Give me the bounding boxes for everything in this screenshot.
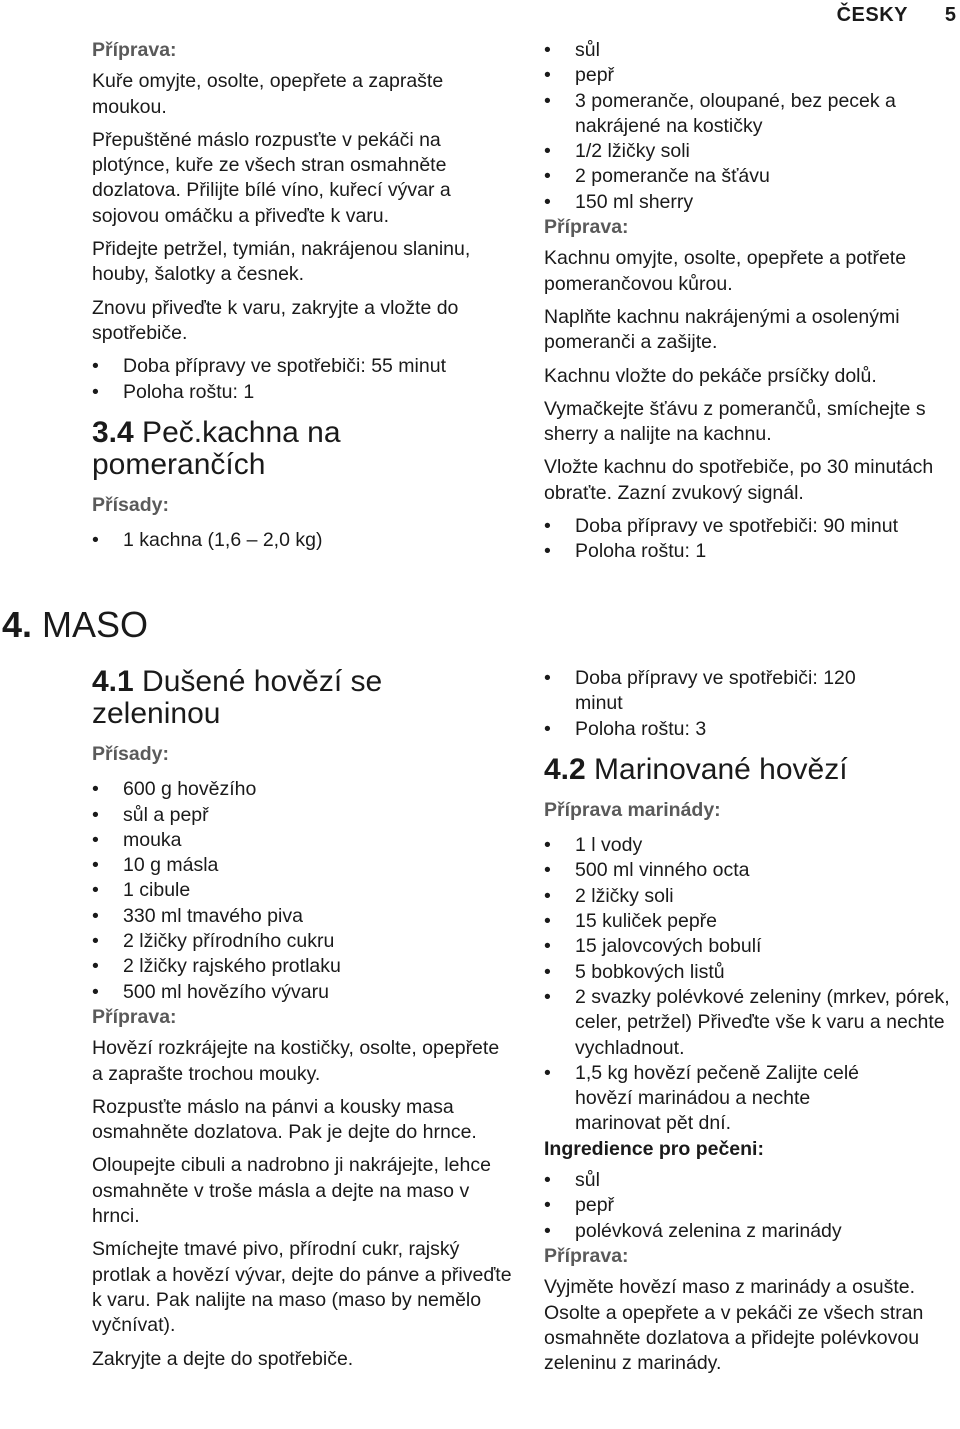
info-list — [544, 514, 960, 565]
paragraph: Vložte kachnu do spotřebiče, po 30 minutách obraťte. Zazní zvukový signál. — [544, 456, 934, 504]
list-item: • 150 ml sherry — [544, 190, 960, 215]
chapter-number: 4. — [2, 604, 33, 645]
page-header — [0, 2, 960, 28]
list-item: • Doba přípravy ve spotřebiči: 90 minut — [544, 514, 960, 539]
chapter-title: MASO — [42, 604, 149, 645]
paragraph: Hovězí rozkrájejte na kostičky, osolte, opepřete a zaprašte trochou mouky. — [92, 1037, 500, 1085]
marinade-label: Příprava marinády: — [544, 798, 721, 821]
info-list — [544, 666, 960, 742]
heading-text: Marinované hovězí — [585, 752, 848, 786]
list-item: • 330 ml tmavého piva — [92, 904, 512, 929]
list-item: • 2 lžičky soli — [544, 884, 960, 909]
priprava-label: Příprava: — [92, 39, 177, 61]
paragraph: Kachnu vložte do pekáče prsíčky dolů. — [544, 364, 877, 387]
info-list — [92, 354, 512, 405]
list-item: • 15 jalovcových bobulí — [544, 934, 960, 959]
paragraph: Kachnu omyjte, osolte, opepřete a potřete pomerančovou kůrou. — [544, 247, 907, 295]
paragraph: Přepuštěné máslo rozpusťte v pekáči na plotýnce, kuře ze všech stran osmahněte dozlatova. Přilijte bílé víno, kuřecí vývar a sojovou omáčku a přiveďte k varu. — [92, 128, 451, 227]
chapter-heading — [2, 604, 148, 646]
list-item: • Doba přípravy ve spotřebiči: 55 minut — [92, 354, 512, 379]
paragraph: Vymačkejte šťávu z pomerančů, smíchejte s sherry a nalijte na kachnu. — [544, 397, 926, 446]
list-item: • mouka — [92, 828, 512, 853]
prisady-label: Přísady: — [92, 493, 169, 516]
list-item: • Poloha roštu: 1 — [544, 539, 960, 564]
list-item: • 2 pomeranče na šťávu — [544, 164, 960, 189]
paragraph: Znovu přiveďte k varu, zakryjte a vložte do spotřebiče. — [92, 296, 459, 344]
priprava-label: Příprava: — [544, 216, 629, 239]
paragraph: Naplňte kachnu nakrájenými a osolenými pomeranči a zašijte. — [544, 305, 900, 354]
paragraph: Vyjměte hovězí maso z marinády a osušte. Osolte a opepřete a v pekáči ze všech stran osmahněte dozlatova a přidejte polévkovou zeleninu z marinády. — [544, 1276, 924, 1375]
list-item: • 2 lžičky přírodního cukru — [92, 929, 512, 954]
list-item: • 1 kachna (1,6 – 2,0 kg) — [92, 528, 512, 553]
column-left-bottom — [92, 666, 512, 1380]
priprava-label: Příprava: — [544, 1244, 629, 1267]
heading-number: 3.4 — [92, 415, 134, 449]
list-item: • pepř — [544, 63, 960, 88]
section-heading-4-2 — [544, 754, 960, 786]
paragraph: Smíchejte tmavé pivo, přírodní cukr, rajský protlak a hovězí vývar, dejte do pánve a přiveďte k varu. Pak nalijte na maso (maso by nemělo vyčnívat). — [92, 1238, 512, 1337]
list-item: • 15 kuliček pepře — [544, 909, 960, 934]
heading-text: Peč.kachna na pomerančích — [92, 415, 341, 481]
list-item: • 500 ml hovězího vývaru — [92, 980, 512, 1005]
ingredient-list — [92, 528, 512, 553]
list-item: • sůl a pepř — [92, 803, 512, 828]
paragraph: Zakryjte a dejte do spotřebiče. — [92, 1347, 354, 1370]
paragraph: Kuře omyjte, osolte, opepřete a zaprašte moukou. — [92, 70, 444, 118]
list-item: • 2 svazky polévkové zeleniny (mrkev, pórek, celer, petržel) Přiveďte vše k varu a nechte vychladnout. — [544, 985, 960, 1061]
list-item: • 1,5 kg hovězí pečeně Zalijte celé hovězí marinádou a nechte marinovat pět dní. — [544, 1061, 960, 1137]
list-item: • sůl — [544, 1168, 960, 1193]
paragraph: Rozpusťte máslo na pánvi a kousky masa osmahněte dozlatova. Pak je dejte do hrnce. — [92, 1095, 477, 1144]
ingredient-list — [92, 777, 512, 1005]
column-right-top — [544, 38, 960, 565]
list-item: • 500 ml vinného octa — [544, 858, 960, 883]
list-item: • polévková zelenina z marinády — [544, 1219, 960, 1244]
roast-ingredients-label: Ingredience pro pečeni: — [544, 1137, 764, 1160]
page-number: 5 — [944, 4, 956, 26]
paragraph: Oloupejte cibuli a nadrobno ji nakrájejte, lehce osmahněte v troše másla a dejte na maso v hrnci. — [92, 1154, 491, 1228]
heading-number: 4.1 — [92, 665, 134, 698]
list-item: • Doba přípravy ve spotřebiči: 120 minut — [544, 666, 960, 717]
list-item: • 1 cibule — [92, 878, 512, 903]
list-item: • 5 bobkových listů — [544, 960, 960, 985]
ingredient-list — [544, 38, 960, 215]
language-label: ČESKY — [836, 4, 908, 26]
list-item: • 1 l vody — [544, 833, 960, 858]
list-item: • 2 lžičky rajského protlaku — [92, 954, 512, 979]
paragraph: Přidejte petržel, tymián, nakrájenou slaninu, houby, šalotky a česnek. — [92, 238, 471, 286]
list-item: • 3 pomeranče, oloupané, bez pecek a nakrájené na kostičky — [544, 89, 960, 140]
column-left-top — [92, 38, 512, 553]
marinade-list — [544, 833, 960, 1137]
list-item: • pepř — [544, 1193, 960, 1218]
priprava-label: Příprava: — [92, 1005, 177, 1028]
list-item: • sůl — [544, 38, 960, 63]
list-item: • 1/2 lžičky soli — [544, 139, 960, 164]
column-right-bottom — [544, 666, 960, 1384]
section-heading-3-4 — [92, 417, 512, 481]
heading-number: 4.2 — [544, 752, 586, 786]
list-item: • Poloha roštu: 3 — [544, 717, 960, 742]
heading-text: Dušené hovězí se zeleninou — [92, 665, 383, 730]
list-item: • Poloha roštu: 1 — [92, 380, 512, 405]
section-heading-4-1 — [92, 666, 512, 730]
list-item: • 600 g hovězího — [92, 777, 512, 802]
prisady-label: Přísady: — [92, 743, 169, 765]
list-item: • 10 g másla — [92, 853, 512, 878]
roast-ingredient-list — [544, 1168, 960, 1244]
